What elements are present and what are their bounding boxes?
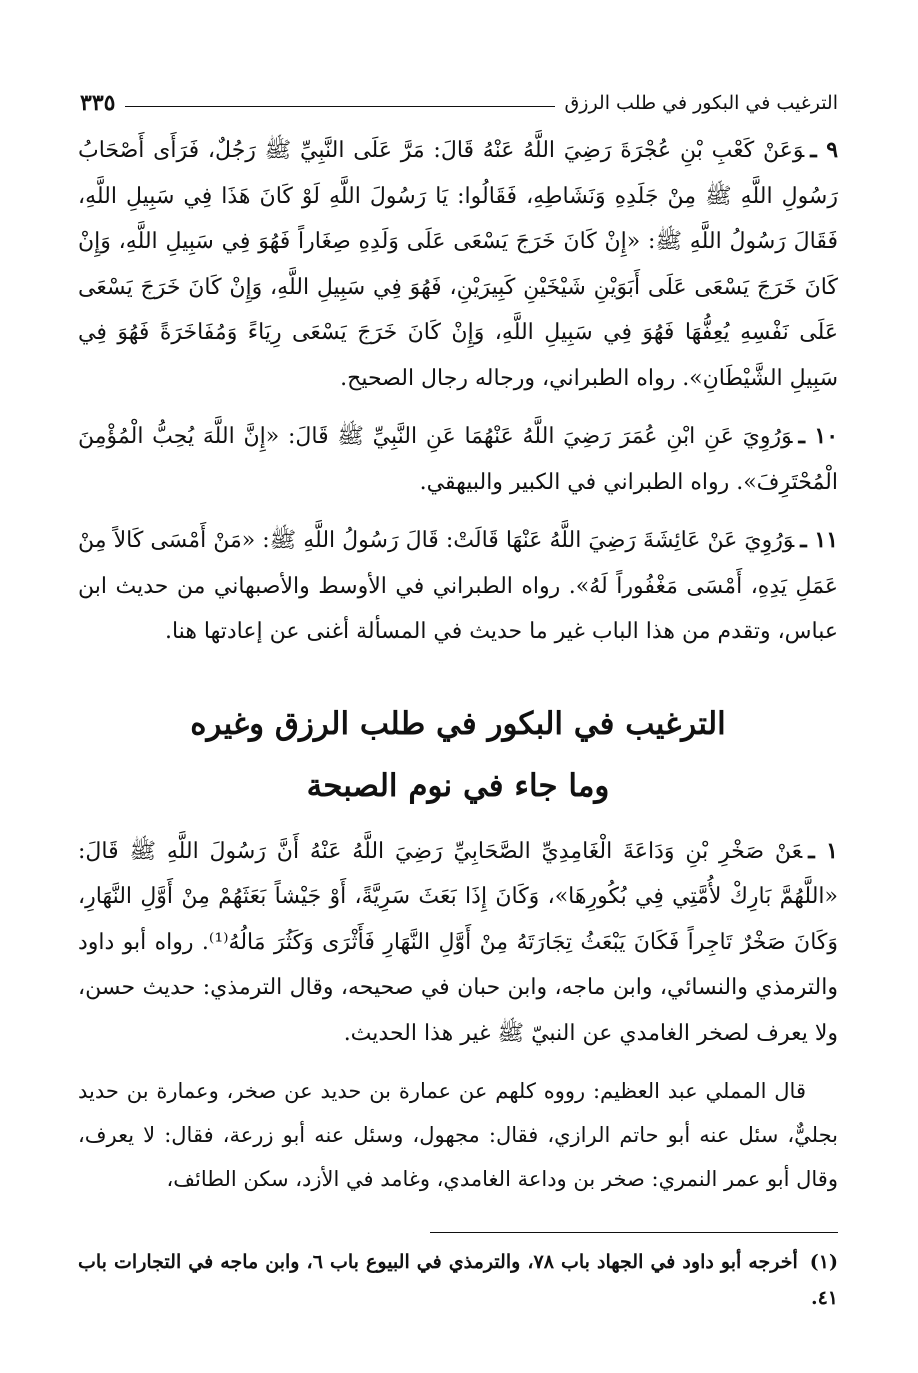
footnote-text: أخرجه أبو داود في الجهاد باب ٧٨، والترمذي في البيوع باب ٦، وابن ماجه في التجارات باب ٤١.: [78, 1251, 838, 1309]
section-heading-line-2: وما جاء في نوم الصبحة: [306, 767, 610, 804]
footnote: [78, 1244, 838, 1316]
running-title: الترغيب في البكور في طلب الرزق: [564, 92, 838, 114]
commentary-paragraph: قال المملي عبد العظيم: رووه كلهم عن عمارة بن حديد عن صخر، وعمارة بن حديد بجليٌّ، سئل عنه أبو حاتم الرازي، فقال: مجهول، وسئل عنه أبو زرعة، فقال: لا يعرف، وقال أبو عمر النمري: صخر بن وداعة الغامدي، وغامد في الأزد، سكن الطائف،: [78, 1079, 838, 1191]
page-number: ٣٣٥: [80, 90, 116, 116]
hadith-text: وَرُوِيَ عَنْ عَائِشَةَ رَضِيَ اللَّهُ عَنْهَا قَالَتْ: قَالَ رَسُولُ اللَّهِ ﷺ: «مَنْ أَمْسَى كَالاً مِنْ عَمَلِ يَدِهِ، أَمْسَى مَغْفُوراً لَهُ». رواه الطبراني في الأوسط والأصبهاني من حديث ابن عباس، وتقدم من هذا الباب غير ما حديث في المسألة أغنى عن إعادتها هنا.: [78, 528, 838, 644]
hadith-text: عَنْ صَخْرِ بْنِ وَدَاعَةَ الْغَامِدِيِّ الصَّحَابِيِّ رَضِيَ اللَّهُ عَنْهُ أَنَّ رَسُولَ اللَّهِ ﷺ قَالَ: «اللَّهُمَّ بَارِكْ لأُمَّتِي فِي بُكُورِهَا»، وَكَانَ إِذَا بَعَثَ سَرِيَّةً، أَوْ جَيْشاً بَعَثَهُمْ مِنْ أَوَّلِ النَّهَارِ، وَكَانَ صَخْرٌ تَاجِراً فَكَانَ يَبْعَثُ تِجَارَتَهُ مِنْ أَوَّلِ النَّهَارِ فَأَثْرَى وَكَثُرَ مَالُهُ⁽¹⁾. رواه أبو داود والترمذي والنسائي، وابن ماجه، وابن حبان في صحيحه، وقال الترمذي: حديث حسن، ولا يعرف لصخر الغامدي عن النبيّ ﷺ غير هذا الحديث.: [78, 838, 838, 1046]
hadith-11: [78, 518, 838, 655]
hadith-9: [78, 128, 838, 401]
page-body: [78, 128, 838, 1201]
section-heading-line-1: الترغيب في البكور في طلب الرزق وغيره: [190, 705, 726, 742]
hadith-number: ١٠ ـ: [798, 423, 839, 449]
hadith-number: ٩ ـ: [810, 137, 839, 163]
footnote-marker: (١): [809, 1251, 838, 1273]
footnote-rule: [430, 1232, 838, 1233]
hadith-number: ١١ ـ: [800, 527, 839, 553]
hadith-section-1: [78, 829, 838, 1057]
hadith-text: وَعَنْ كَعْبِ بْنِ عُجْرَةَ رَضِيَ اللَّهُ عَنْهُ قَالَ: مَرَّ عَلَى النَّبِيِّ ﷺ رَجُلٌ، فَرَأَى أَصْحَابُ رَسُولِ اللَّهِ ﷺ مِنْ جَلَدِهِ وَنَشَاطِهِ، فَقَالُوا: يَا رَسُولَ اللَّهِ لَوْ كَانَ هَذَا فِي سَبِيلِ اللَّهِ، فَقَالَ رَسُولُ اللَّهِ ﷺ: «إِنْ كَانَ خَرَجَ يَسْعَى عَلَى وَلَدِهِ صِغَاراً فَهُوَ فِي سَبِيلِ اللَّهِ، وَإِنْ كَانَ خَرَجَ يَسْعَى عَلَى أَبَوَيْنِ شَيْخَيْنِ كَبِيرَيْنِ، فَهُوَ فِي سَبِيلِ اللَّهِ، وَإِنْ كَانَ خَرَجَ يَسْعَى عَلَى نَفْسِهِ يُعِفُّهَا فَهُوَ فِي سَبِيلِ اللَّهِ، وَإِنْ كَانَ خَرَجَ يَسْعَى رِيَاءً وَمُفَاخَرَةً فَهُوَ فِي سَبِيلِ الشَّيْطَانِ». رواه الطبراني، ورجاله رجال الصحيح.: [78, 138, 838, 391]
hadith-10: [78, 414, 838, 505]
header-rule: [125, 106, 554, 107]
page-header: [80, 86, 838, 120]
hadith-text: وَرُوِيَ عَنِ ابْنِ عُمَرَ رَضِيَ اللَّهُ عَنْهُمَا عَنِ النَّبِيِّ ﷺ قَالَ: «إِنَّ اللَّهَ يُحِبُّ الْمُؤْمِنَ الْمُحْتَرِفَ». رواه الطبراني في الكبير والبيهقي.: [78, 424, 838, 495]
hadith-number: ١ ـ: [808, 837, 838, 864]
